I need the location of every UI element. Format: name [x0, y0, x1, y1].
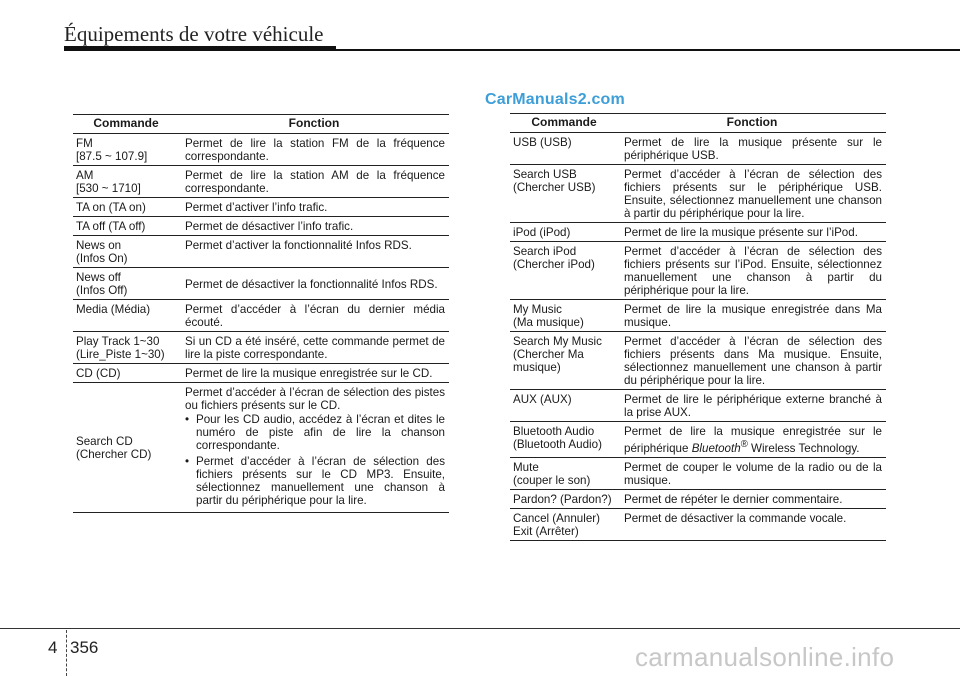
function-cell: Permet d’accéder à l’écran de sélection des fichiers présents sur le périphérique USB. Ensuite, sélectionnez manuellement une chanson à partir du périphérique pour la lire.	[618, 165, 886, 223]
function-cell: Permet de couper le volume de la radio ou de la musique.	[618, 457, 886, 489]
watermark-logo[interactable]: CarManuals2.com	[485, 91, 625, 108]
header-function: Fonction	[179, 115, 449, 134]
function-bullet-list	[185, 413, 445, 507]
function-cell: Permet d’activer la fonctionnalité Infos RDS.	[179, 236, 449, 268]
command-cell: Pardon? (Pardon?)	[510, 489, 618, 508]
command-cell: iPod (iPod)	[510, 223, 618, 242]
function-cell: Permet de lire la musique présente sur l’iPod.	[618, 223, 886, 242]
function-cell: Si un CD a été inséré, cette commande permet de lire la piste correspondante.	[179, 332, 449, 364]
command-cell: My Music (Ma musique)	[510, 300, 618, 332]
function-cell: Permet de lire la musique enregistrée sur le CD.	[179, 364, 449, 383]
table-row	[73, 364, 449, 383]
table-header-row	[510, 114, 886, 133]
command-cell: Play Track 1~30 (Lire_Piste 1~30)	[73, 332, 179, 364]
right-command-table	[510, 113, 886, 541]
command-cell: TA on (TA on)	[73, 198, 179, 217]
table-row	[73, 134, 449, 166]
function-cell: Permet de lire la station AM de la fréquence correspondante.	[179, 166, 449, 198]
page-number: 356	[70, 638, 99, 657]
table-row	[510, 242, 886, 300]
table-row	[73, 166, 449, 198]
table-row	[510, 300, 886, 332]
table-row-bluetooth	[510, 422, 886, 458]
function-cell	[618, 422, 886, 458]
table-row	[73, 332, 449, 364]
table-row	[510, 332, 886, 390]
function-cell: Permet de désactiver la fonctionnalité Infos RDS.	[179, 268, 449, 300]
function-cell: Permet de désactiver la commande vocale.	[618, 508, 886, 540]
command-cell: USB (USB)	[510, 133, 618, 165]
header-command: Commande	[73, 115, 179, 134]
bluetooth-brand: Bluetooth	[691, 441, 741, 455]
table-row	[510, 133, 886, 165]
command-cell: FM [87.5 ~ 107.9]	[73, 134, 179, 166]
table-row	[73, 217, 449, 236]
bullet-item: • Pour les CD audio, accédez à l’écran et dites le numéro de piste afin de lire la chanson correspondante.	[185, 413, 445, 452]
registered-mark: ®	[740, 439, 748, 450]
function-cell: Permet d’accéder à l’écran de sélection des fichiers présents sur l’iPod. Ensuite, sélectionnez manuellement une chanson à partir du périphérique pour la lire.	[618, 242, 886, 300]
command-cell: Search CD (Chercher CD)	[73, 383, 179, 513]
table-row	[510, 489, 886, 508]
function-cell: Permet de lire la musique enregistrée dans Ma musique.	[618, 300, 886, 332]
command-cell: Search iPod (Chercher iPod)	[510, 242, 618, 300]
page-section-title: Équipements de votre véhicule	[64, 22, 324, 46]
command-cell: AUX (AUX)	[510, 390, 618, 422]
table-row	[510, 223, 886, 242]
function-cell: Permet de lire la musique présente sur le périphérique USB.	[618, 133, 886, 165]
table-row	[73, 236, 449, 268]
table-row	[510, 508, 886, 540]
header-rule-thick	[64, 46, 336, 51]
table-row	[73, 268, 449, 300]
site-watermark[interactable]: carmanualsonline.info	[635, 642, 895, 672]
command-cell: AM [530 ~ 1710]	[73, 166, 179, 198]
function-cell: Permet de répéter le dernier commentaire.	[618, 489, 886, 508]
command-cell: Bluetooth Audio (Bluetooth Audio)	[510, 422, 618, 458]
command-cell: Search My Music (Chercher Ma musique)	[510, 332, 618, 390]
table-header-row	[73, 115, 449, 134]
function-cell: Permet d’activer l’info trafic.	[179, 198, 449, 217]
table-row	[510, 457, 886, 489]
command-cell: TA off (TA off)	[73, 217, 179, 236]
function-text: Wireless Technology.	[747, 441, 860, 455]
command-cell: Search USB (Chercher USB)	[510, 165, 618, 223]
command-cell: Cancel (Annuler) Exit (Arrêter)	[510, 508, 618, 540]
function-cell: Permet d’accéder à l’écran de sélection des fichiers présents dans Ma musique. Ensuite, sélectionnez manuellement une chanson à partir du périphérique pour la lire.	[618, 332, 886, 390]
command-cell: CD (CD)	[73, 364, 179, 383]
header-command: Commande	[510, 114, 618, 133]
function-cell: Permet d’accéder à l’écran du dernier média écouté.	[179, 300, 449, 332]
command-cell: Mute (couper le son)	[510, 457, 618, 489]
command-cell: Media (Média)	[73, 300, 179, 332]
function-cell: Permet de lire le périphérique externe branché à la prise AUX.	[618, 390, 886, 422]
header-function: Fonction	[618, 114, 886, 133]
footer-divider	[66, 630, 67, 676]
function-intro: Permet d’accéder à l’écran de sélection des pistes ou fichiers présents sur le CD.	[185, 386, 445, 412]
table-row	[510, 390, 886, 422]
table-row	[510, 165, 886, 223]
function-cell: Permet de désactiver l’info trafic.	[179, 217, 449, 236]
command-cell: News on (Infos On)	[73, 236, 179, 268]
table-row	[73, 198, 449, 217]
table-row-search-cd	[73, 383, 449, 513]
function-cell: Permet de lire la station FM de la fréquence correspondante.	[179, 134, 449, 166]
left-command-table	[73, 114, 449, 513]
chapter-number: 4	[48, 638, 58, 657]
function-cell	[179, 383, 449, 513]
bullet-item: • Permet d’accéder à l’écran de sélection des fichiers présents sur le CD MP3. Ensuite, sélectionnez manuellement une chanson à partir du périphérique pour la lire.	[185, 455, 445, 507]
footer-rule	[0, 628, 960, 629]
function-text: Permet de lire la musique enregistrée sur le périphérique	[624, 425, 882, 455]
header-rule-thin	[336, 49, 960, 51]
table-row	[73, 300, 449, 332]
command-cell: News off (Infos Off)	[73, 268, 179, 300]
